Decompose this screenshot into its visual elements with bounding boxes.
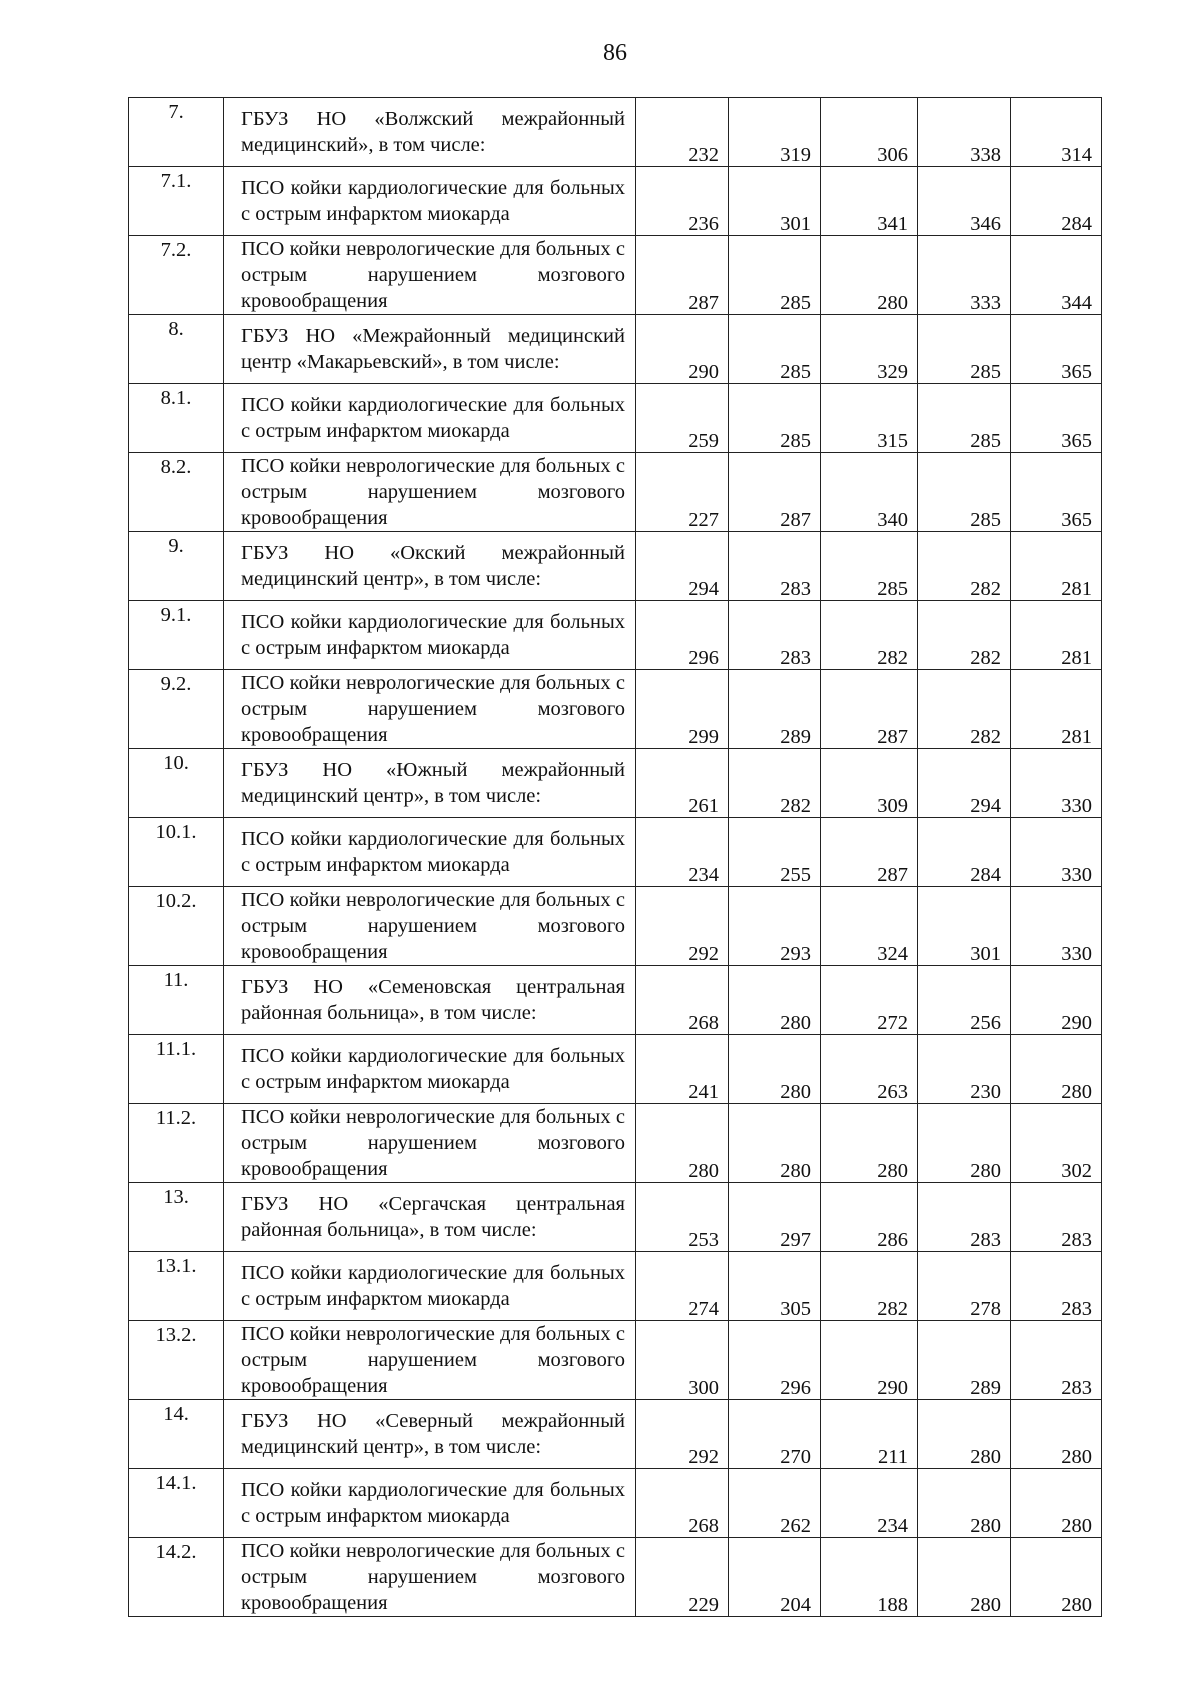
row-number: 13.	[129, 1183, 224, 1252]
table-row	[129, 1183, 1102, 1252]
row-name: ПСО койки кардиологические для больных с острым инфарктом миокарда	[241, 1045, 625, 1093]
value-cell: 289	[729, 670, 821, 749]
value-cell: 290	[636, 315, 729, 384]
value-cell: 188	[821, 1538, 918, 1617]
value-cell: 365	[1011, 453, 1102, 532]
value-cell: 211	[821, 1400, 918, 1469]
value-cell: 280	[1011, 1469, 1102, 1538]
value-cell: 309	[821, 749, 918, 818]
row-name: ПСО койки неврологические для больных с острым нарушением мозгового кровообращения	[241, 455, 625, 529]
row-name: ПСО койки неврологические для больных с острым нарушением мозгового кровообращения	[241, 672, 625, 746]
value-cell: 341	[821, 167, 918, 236]
row-name-cell	[224, 1538, 636, 1617]
value-cell: 263	[821, 1035, 918, 1104]
row-name: ГБУЗ НО «Южный межрайонный медицинский центр», в том числе:	[241, 759, 625, 807]
value-cell: 256	[918, 966, 1011, 1035]
row-name-cell	[224, 384, 636, 453]
row-number: 9.2.	[129, 670, 224, 749]
value-cell: 280	[729, 1104, 821, 1183]
value-cell: 333	[918, 236, 1011, 315]
value-cell: 301	[729, 167, 821, 236]
row-name-cell	[224, 98, 636, 167]
value-cell: 306	[821, 98, 918, 167]
value-cell: 346	[918, 167, 1011, 236]
value-cell: 280	[1011, 1538, 1102, 1617]
table-row	[129, 1252, 1102, 1321]
table-row	[129, 601, 1102, 670]
value-cell: 292	[636, 1400, 729, 1469]
table-row	[129, 1538, 1102, 1617]
value-cell: 287	[729, 453, 821, 532]
table-row	[129, 384, 1102, 453]
value-cell: 324	[821, 887, 918, 966]
value-cell: 330	[1011, 818, 1102, 887]
value-cell: 285	[918, 453, 1011, 532]
value-cell: 296	[729, 1321, 821, 1400]
value-cell: 290	[821, 1321, 918, 1400]
value-cell: 285	[918, 315, 1011, 384]
value-cell: 338	[918, 98, 1011, 167]
row-name-cell	[224, 236, 636, 315]
row-name: ГБУЗ НО «Окский межрайонный медицинский центр», в том числе:	[241, 542, 625, 590]
value-cell: 299	[636, 670, 729, 749]
row-number: 11.2.	[129, 1104, 224, 1183]
value-cell: 285	[729, 384, 821, 453]
value-cell: 259	[636, 384, 729, 453]
row-name: ГБУЗ НО «Волжский межрайонный медицинский», в том числе:	[241, 108, 625, 156]
table-row	[129, 453, 1102, 532]
row-number: 13.1.	[129, 1252, 224, 1321]
value-cell: 300	[636, 1321, 729, 1400]
value-cell: 287	[821, 818, 918, 887]
value-cell: 282	[918, 670, 1011, 749]
value-cell: 234	[636, 818, 729, 887]
value-cell: 280	[918, 1538, 1011, 1617]
table-row	[129, 818, 1102, 887]
row-name-cell	[224, 749, 636, 818]
value-cell: 284	[918, 818, 1011, 887]
value-cell: 236	[636, 167, 729, 236]
page-number: 86	[603, 40, 627, 66]
value-cell: 280	[918, 1104, 1011, 1183]
value-cell: 281	[1011, 532, 1102, 601]
value-cell: 294	[636, 532, 729, 601]
table-row	[129, 532, 1102, 601]
row-number: 14.	[129, 1400, 224, 1469]
table-row	[129, 966, 1102, 1035]
row-name: ПСО койки неврологические для больных с острым нарушением мозгового кровообращения	[241, 1323, 625, 1397]
row-number: 11.1.	[129, 1035, 224, 1104]
value-cell: 270	[729, 1400, 821, 1469]
value-cell: 365	[1011, 315, 1102, 384]
value-cell: 282	[821, 1252, 918, 1321]
value-cell: 280	[1011, 1400, 1102, 1469]
value-cell: 283	[729, 601, 821, 670]
row-name-cell	[224, 1321, 636, 1400]
row-name-cell	[224, 966, 636, 1035]
value-cell: 285	[821, 532, 918, 601]
value-cell: 204	[729, 1538, 821, 1617]
row-name: ГБУЗ НО «Сергачская центральная районная больница», в том числе:	[241, 1193, 625, 1241]
value-cell: 292	[636, 887, 729, 966]
value-cell: 261	[636, 749, 729, 818]
value-cell: 285	[729, 236, 821, 315]
row-name: ГБУЗ НО «Северный межрайонный медицинский центр», в том числе:	[241, 1410, 625, 1458]
value-cell: 296	[636, 601, 729, 670]
value-cell: 280	[918, 1400, 1011, 1469]
row-number: 7.	[129, 98, 224, 167]
value-cell: 262	[729, 1469, 821, 1538]
value-cell: 314	[1011, 98, 1102, 167]
row-name: ПСО койки кардиологические для больных с острым инфарктом миокарда	[241, 394, 625, 442]
value-cell: 281	[1011, 670, 1102, 749]
row-number: 13.2.	[129, 1321, 224, 1400]
table-row	[129, 1321, 1102, 1400]
value-cell: 365	[1011, 384, 1102, 453]
row-number: 10.2.	[129, 887, 224, 966]
table-row	[129, 1104, 1102, 1183]
row-name: ПСО койки неврологические для больных с острым нарушением мозгового кровообращения	[241, 889, 625, 963]
value-cell: 293	[729, 887, 821, 966]
value-cell: 305	[729, 1252, 821, 1321]
value-cell: 330	[1011, 749, 1102, 818]
value-cell: 280	[1011, 1035, 1102, 1104]
value-cell: 280	[636, 1104, 729, 1183]
row-name-cell	[224, 532, 636, 601]
value-cell: 285	[918, 384, 1011, 453]
row-name: ПСО койки неврологические для больных с острым нарушением мозгового кровообращения	[241, 238, 625, 312]
row-name-cell	[224, 1104, 636, 1183]
row-name: ГБУЗ НО «Межрайонный медицинский центр «Макарьевский», в том числе:	[241, 325, 625, 373]
row-name-cell	[224, 1035, 636, 1104]
value-cell: 340	[821, 453, 918, 532]
value-cell: 274	[636, 1252, 729, 1321]
value-cell: 287	[821, 670, 918, 749]
row-name: ПСО койки кардиологические для больных с острым инфарктом миокарда	[241, 1479, 625, 1527]
value-cell: 285	[729, 315, 821, 384]
value-cell: 280	[729, 1035, 821, 1104]
row-number: 8.	[129, 315, 224, 384]
value-cell: 268	[636, 966, 729, 1035]
row-number: 8.1.	[129, 384, 224, 453]
value-cell: 283	[1011, 1183, 1102, 1252]
row-name: ПСО койки неврологические для больных с острым нарушением мозгового кровообращения	[241, 1540, 625, 1614]
value-cell: 302	[1011, 1104, 1102, 1183]
row-number: 8.2.	[129, 453, 224, 532]
value-cell: 280	[918, 1469, 1011, 1538]
value-cell: 319	[729, 98, 821, 167]
value-cell: 283	[1011, 1321, 1102, 1400]
value-cell: 289	[918, 1321, 1011, 1400]
table-row	[129, 1035, 1102, 1104]
row-number: 10.	[129, 749, 224, 818]
row-name: ГБУЗ НО «Семеновская центральная районная больница», в том числе:	[241, 976, 625, 1024]
row-number: 11.	[129, 966, 224, 1035]
row-name: ПСО койки кардиологические для больных с острым инфарктом миокарда	[241, 828, 625, 876]
value-cell: 253	[636, 1183, 729, 1252]
value-cell: 329	[821, 315, 918, 384]
row-name: ПСО койки кардиологические для больных с острым инфарктом миокарда	[241, 611, 625, 659]
row-name-cell	[224, 887, 636, 966]
row-name-cell	[224, 1469, 636, 1538]
value-cell: 230	[918, 1035, 1011, 1104]
value-cell: 286	[821, 1183, 918, 1252]
value-cell: 227	[636, 453, 729, 532]
table-row	[129, 167, 1102, 236]
table-body	[129, 98, 1102, 1617]
value-cell: 315	[821, 384, 918, 453]
row-number: 7.1.	[129, 167, 224, 236]
value-cell: 283	[1011, 1252, 1102, 1321]
row-name-cell	[224, 453, 636, 532]
value-cell: 232	[636, 98, 729, 167]
value-cell: 297	[729, 1183, 821, 1252]
value-cell: 280	[729, 966, 821, 1035]
table-row	[129, 887, 1102, 966]
table-row	[129, 1469, 1102, 1538]
row-number: 9.1.	[129, 601, 224, 670]
table-row	[129, 315, 1102, 384]
value-cell: 280	[821, 236, 918, 315]
data-table	[128, 97, 1102, 1617]
value-cell: 330	[1011, 887, 1102, 966]
value-cell: 284	[1011, 167, 1102, 236]
value-cell: 278	[918, 1252, 1011, 1321]
table-row	[129, 1400, 1102, 1469]
table-row	[129, 749, 1102, 818]
value-cell: 283	[729, 532, 821, 601]
value-cell: 301	[918, 887, 1011, 966]
value-cell: 294	[918, 749, 1011, 818]
row-name-cell	[224, 167, 636, 236]
value-cell: 282	[729, 749, 821, 818]
table-row	[129, 98, 1102, 167]
value-cell: 282	[821, 601, 918, 670]
table-row	[129, 670, 1102, 749]
value-cell: 281	[1011, 601, 1102, 670]
row-number: 7.2.	[129, 236, 224, 315]
row-number: 9.	[129, 532, 224, 601]
value-cell: 229	[636, 1538, 729, 1617]
row-name-cell	[224, 315, 636, 384]
value-cell: 287	[636, 236, 729, 315]
value-cell: 272	[821, 966, 918, 1035]
row-number: 10.1.	[129, 818, 224, 887]
value-cell: 241	[636, 1035, 729, 1104]
value-cell: 282	[918, 532, 1011, 601]
row-number: 14.1.	[129, 1469, 224, 1538]
row-name-cell	[224, 1183, 636, 1252]
value-cell: 268	[636, 1469, 729, 1538]
value-cell: 282	[918, 601, 1011, 670]
value-cell: 234	[821, 1469, 918, 1538]
value-cell: 280	[821, 1104, 918, 1183]
row-name: ПСО койки кардиологические для больных с острым инфарктом миокарда	[241, 177, 625, 225]
value-cell: 290	[1011, 966, 1102, 1035]
row-number: 14.2.	[129, 1538, 224, 1617]
row-name-cell	[224, 1252, 636, 1321]
row-name-cell	[224, 1400, 636, 1469]
value-cell: 344	[1011, 236, 1102, 315]
row-name-cell	[224, 818, 636, 887]
table-row	[129, 236, 1102, 315]
row-name: ПСО койки кардиологические для больных с острым инфарктом миокарда	[241, 1262, 625, 1310]
row-name: ПСО койки неврологические для больных с острым нарушением мозгового кровообращения	[241, 1106, 625, 1180]
value-cell: 255	[729, 818, 821, 887]
row-name-cell	[224, 670, 636, 749]
value-cell: 283	[918, 1183, 1011, 1252]
row-name-cell	[224, 601, 636, 670]
